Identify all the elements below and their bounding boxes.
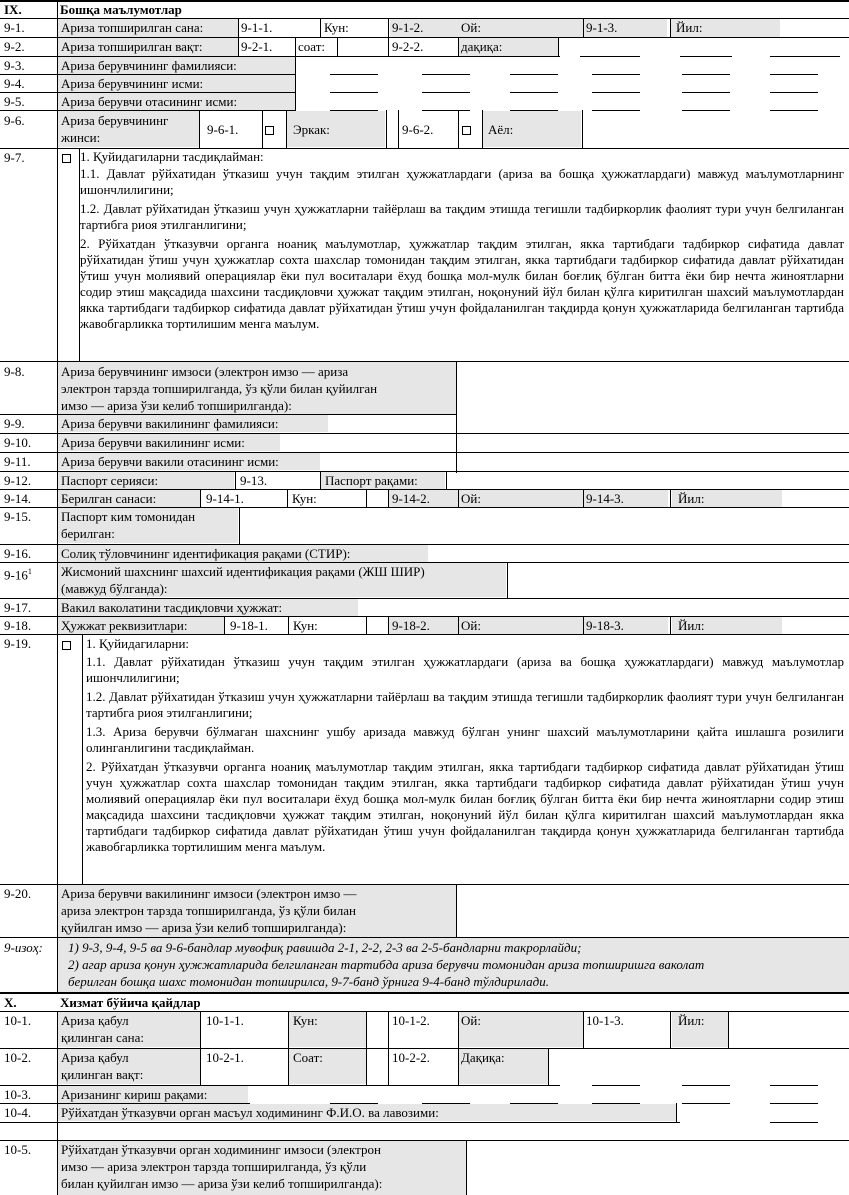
surname-label: Ариза берувчининг фамилияси:	[61, 58, 237, 73]
note-line3: берилган бошқа шахс томонидан топширилса, 9-7-банд ўрнига 9-4-банд тўлдирилади.	[68, 974, 549, 989]
divider	[770, 92, 818, 93]
row-num-9-8: 9-8.	[4, 364, 25, 379]
year-label: Йил:	[678, 491, 705, 506]
rep-signature-line3: қуйилган имзо — ариза ўзи келиб топширилганда):	[61, 920, 347, 935]
number-column-rule	[57, 1011, 58, 1195]
divider	[82, 634, 83, 884]
confirm2-clause-1-2: 1.2. Давлат рўйхатидан ўтказиш учун ҳужжатларни тайёрлаш ва тақдим этишда тегишли тадбиркорлик фаолият тури учун белгиланган тартибга риоя этилганлигини;	[86, 689, 844, 720]
superscript: 1	[27, 567, 32, 576]
divider	[238, 37, 239, 56]
row-num-9-16-1	[4, 564, 32, 582]
code-9-6-2: 9-6-2.	[402, 122, 434, 137]
row-num-9-1: 9-1.	[4, 20, 25, 35]
checkbox-icon	[462, 126, 471, 135]
confirm2-clause-1-1: 1.1. Давлат рўйхатидан ўтказиш учун тақдим этилган ҳужжатлардаги (ариза ва бошқа ҳужжатлардаги) мавжуд маълумотлар ишончлилигини;	[86, 654, 844, 685]
divider	[482, 110, 483, 148]
code-9-1-2: 9-1-2.	[392, 20, 424, 35]
month-label: Ой:	[461, 491, 481, 506]
divider	[682, 110, 730, 111]
divider	[456, 884, 457, 937]
divider	[458, 1011, 459, 1048]
divider	[366, 1048, 367, 1085]
divider	[770, 110, 818, 111]
divider	[682, 1103, 730, 1104]
code-9-18-1: 9-18-1.	[230, 618, 268, 633]
divider	[0, 1122, 680, 1123]
code-10-2-2: 10-2-2.	[392, 1050, 430, 1065]
confirm-checkbox-2[interactable]	[62, 637, 77, 652]
checkbox-icon	[265, 126, 274, 135]
confirm-checkbox[interactable]	[62, 150, 77, 165]
row-num-9-19: 9-19.	[4, 636, 32, 651]
divider	[510, 74, 558, 75]
divider	[320, 18, 321, 37]
divider	[295, 37, 296, 56]
divider	[548, 1048, 549, 1085]
divider	[466, 1140, 467, 1195]
divider	[235, 471, 236, 489]
row-num-9-10: 9-10.	[4, 435, 32, 450]
divider	[286, 110, 287, 148]
officer-signature-line2: имзо — ариза электрон тарзда топширилганда, ўз қўли	[61, 1159, 367, 1174]
divider	[388, 18, 389, 37]
code-10-1-1: 10-1-1.	[206, 1013, 244, 1028]
gender-label-line2: жинси:	[61, 130, 101, 145]
divider	[366, 616, 367, 634]
code-9-13: 9-13.	[240, 473, 268, 488]
divider	[682, 92, 730, 93]
pinfl-line2: (мавжуд бўлганда):	[61, 581, 168, 596]
received-time-line1: Ариза қабул	[61, 1050, 129, 1065]
row-num-9-6: 9-6.	[4, 113, 25, 128]
divider	[422, 110, 470, 111]
divider	[366, 1011, 367, 1048]
row-num-9-16: 9-16.	[4, 546, 32, 561]
divider	[682, 1085, 730, 1086]
rep-name-label: Ариза берувчи вакилининг исми:	[61, 435, 245, 450]
divider	[446, 471, 447, 489]
applicant-signature-line2: электрон тарзда топширилганда, ўз қўли билан қуйилган	[61, 381, 378, 396]
day-label: Кун:	[293, 618, 318, 633]
divider	[330, 92, 378, 93]
divider	[670, 616, 671, 634]
received-date-line2: қилинган сана:	[61, 1030, 145, 1045]
row-num-10-5: 10-5.	[4, 1142, 32, 1157]
row-num-text: 9-16	[4, 567, 28, 583]
note-line1: 1) 9-3, 9-4, 9-5 ва 9-6-бандлар мувофиқ равишда 2-1, 2-2, 2-3 ва 2-5-бандларни такрорлайди;	[68, 940, 582, 955]
code-9-18-2: 9-18-2.	[392, 618, 430, 633]
divider	[386, 110, 387, 148]
divider	[583, 489, 584, 507]
passport-number-label: Паспорт рақами:	[325, 473, 418, 488]
row-num-9-2: 9-2.	[4, 39, 25, 54]
divider	[239, 507, 240, 544]
rep-signature-line2: ариза электрон тарзда топширилганда, ўз қўли билан	[61, 903, 356, 918]
divider	[456, 361, 457, 473]
divider	[458, 110, 459, 148]
row-num-9-14: 9-14.	[4, 491, 32, 506]
male-checkbox[interactable]	[265, 122, 280, 137]
row-num-9-7: 9-7.	[4, 150, 25, 165]
issue-date-label: Берилган санаси:	[61, 491, 157, 506]
divider	[670, 489, 671, 507]
confirm2-clause-1-3: 1.3. Ариза берувчи бўлмаган шахснинг ушбу аризада мавжуд бўлган унинг шахсий маълумотларини қайта ишлашга розилиги олинганлигини тасдиқлайман.	[86, 724, 844, 755]
code-9-14-2: 9-14-2.	[392, 491, 430, 506]
divider	[287, 489, 288, 507]
passport-series-label: Паспорт серияси:	[61, 473, 159, 488]
divider	[388, 1011, 389, 1048]
row-num-9-5: 9-5.	[4, 94, 25, 109]
doc-requisites-label: Ҳужжат реквизитлари:	[61, 618, 188, 633]
confirm-heading: 1. Қуйидагиларни тасдиқлайман:	[80, 149, 264, 164]
code-9-2-2: 9-2-2.	[392, 39, 424, 54]
divider	[79, 148, 80, 361]
confirm-clause-1-1: 1.1. Давлат рўйхатидан ўтказиш учун тақдим этилган ҳужжатлардаги (ариза ва бошқа ҳужжатлардаги) мавжуд маълумотларнинг ишончлилигини;	[80, 166, 844, 197]
incoming-number-label: Аризанинг кириш рақами:	[61, 1087, 208, 1102]
applicant-signature-line1: Ариза берувчининг имзоси (электрон имзо — ариза	[61, 364, 349, 379]
row-num-9-11: 9-11.	[4, 454, 31, 469]
divider	[580, 56, 640, 57]
code-9-6-1: 9-6-1.	[207, 122, 239, 137]
female-label: Аёл:	[488, 122, 514, 137]
code-9-1-3: 9-1-3.	[586, 20, 618, 35]
divider	[388, 1048, 389, 1085]
row-num-9-20: 9-20.	[4, 886, 32, 901]
divider	[398, 110, 399, 148]
divider	[422, 74, 470, 75]
divider	[320, 471, 321, 489]
divider	[510, 92, 558, 93]
divider	[388, 37, 389, 56]
divider	[670, 18, 671, 37]
tin-label: Солиқ тўловчининг идентификация рақами (СТИР):	[61, 546, 351, 561]
row-num-9-17: 9-17.	[4, 600, 32, 615]
divider	[770, 1085, 818, 1086]
divider	[583, 18, 584, 37]
divider	[728, 1011, 729, 1048]
minute-label: дақиқа:	[461, 39, 503, 54]
submit-time-label: Ариза топширилган вақт:	[61, 39, 203, 54]
divider	[288, 1011, 289, 1048]
received-date-line1: Ариза қабул	[61, 1013, 129, 1028]
confirm2-clause-2: 2. Рўйхатдан ўтказувчи органга ноаниқ маълумотлар тақдим этилган, якка тартибдаги тадбиркор сифатида давлат рўйхатидан ўтиш учун ҳужжатлар сохта шахслар томонидан тақдим этилган, якка тартибдаги тадбиркор сифатида давлат рўйхатидан ўтиш учун молиявий операциялар ёки пул воситалари ёхуд бошқа мол-мулк билан боғлиқ бўлган битта ёки бир нечта жиноятларни содир этиш мақсадида шахсини тасдиқловчи ҳужжат тақдим этилган, ноқонуний йўл билан қўлга киритилган шахсий маълумотлардан якка тартибдаги тадбиркор сифатида давлат рўйхатидан ўтиш учун фойдаланилган тақдирда қонун ҳужжатларида белгиланган тартибда жавобгарликка тортилишим менга маълум.	[86, 759, 844, 854]
divider	[770, 74, 818, 75]
divider	[592, 110, 640, 111]
checkbox-icon	[62, 641, 71, 650]
row-num-9-4: 9-4.	[4, 76, 25, 91]
year-label: Йил:	[678, 618, 705, 633]
row-num-10-4: 10-4.	[4, 1105, 32, 1120]
code-9-14-1: 9-14-1.	[206, 491, 244, 506]
code-10-2-1: 10-2-1.	[206, 1050, 244, 1065]
divider	[592, 1085, 640, 1086]
day-label: Кун:	[293, 1013, 318, 1028]
section-10-title: Хизмат бўйича қайдлар	[60, 995, 201, 1010]
officer-signature-line3: билан қуйилган имзо — ариза ўзи келиб топширилганда):	[61, 1176, 383, 1191]
divider	[200, 489, 201, 507]
divider	[288, 1048, 289, 1085]
row-num-10-1: 10-1.	[4, 1013, 32, 1028]
code-9-18-3: 9-18-3.	[586, 618, 624, 633]
divider	[366, 489, 367, 507]
divider	[295, 56, 296, 111]
divider	[770, 1103, 818, 1104]
code-9-2-1: 9-2-1.	[241, 39, 273, 54]
divider	[592, 92, 640, 93]
row-num-9-12: 9-12.	[4, 473, 32, 488]
divider	[200, 1048, 201, 1085]
divider	[238, 18, 239, 37]
number-column-rule	[57, 18, 58, 992]
month-label: Ой:	[461, 618, 481, 633]
row-num-10-3: 10-3.	[4, 1087, 32, 1102]
month-label: Ой:	[461, 1013, 481, 1028]
issued-by-line1: Паспорт ким томонидан	[61, 509, 196, 524]
divider	[582, 110, 583, 148]
name-label: Ариза берувчининг исми:	[61, 76, 204, 91]
confirm-clause-2: 2. Рўйхатдан ўтказувчи органга ноаниқ маълумотлар, ҳужжатлар тақдим этилган, якка тартибдаги тадбиркор сифатида давлат рўйхатидан ўтиш учун ҳужжатлар сохта шахслар томонидан тақдим этилган, якка тартибдаги тадбиркор сифатида давлат рўйхатидан ўтиш учун молиявий операциялар ёки пул воситалари ёхуд бошқа мол-мулк билан боғлиқ бўлган битта ёки бир нечта жиноятларни содир этиш мақсадида шахсини тасдиқловчи ҳужжат тақдим этилган, ноқонуний йўл билан қўлга киритилган шахсий маълумотлардан якка тартибдаги тадбиркор сифатида давлат рўйхатидан ўтиш учун фойдаланилган тақдирда қонун ҳужжатларида белгиланган тартибда жавобгарликка тортилишим менга маълум.	[80, 236, 844, 331]
confirm2-heading: 1. Қуйидагиларни:	[86, 636, 190, 651]
submit-date-label: Ариза топширилган сана:	[61, 20, 204, 35]
day-label: Кун:	[292, 491, 317, 506]
received-time-line2: қилинган вақт:	[61, 1067, 144, 1082]
male-label: Эркак:	[293, 122, 330, 137]
confirm-clause-1-2: 1.2. Давлат рўйхатидан ўтказиш учун ҳужжатларни тайёрлаш ва тақдим этишда тегишли тадбиркорлик фаолият тури учун белгиланган тартибга риоя этилганлигини;	[80, 201, 844, 232]
divider	[770, 1122, 818, 1123]
row-num-9-9: 9-9.	[4, 416, 25, 431]
pinfl-line1: Жисмоний шахснинг шахсий идентификация рақами (ЖШ ШИР)	[61, 564, 425, 579]
checkbox-icon	[62, 154, 71, 163]
divider	[676, 1103, 677, 1122]
divider	[458, 489, 459, 507]
divider	[583, 616, 584, 634]
divider	[388, 489, 389, 507]
divider	[337, 37, 338, 56]
divider	[57, 0, 58, 18]
female-checkbox[interactable]	[462, 122, 477, 137]
divider	[458, 616, 459, 634]
year-label: Йил:	[678, 1013, 705, 1028]
divider	[262, 110, 263, 148]
authority-doc-label: Вакил ваколатини тасдиқловчи ҳужжат:	[61, 600, 283, 615]
note-label: 9-изоҳ:	[4, 940, 43, 955]
row-num-9-3: 9-3.	[4, 58, 25, 73]
patronymic-label: Ариза берувчи отасининг исми:	[61, 94, 238, 109]
section-9-number: IX.	[4, 2, 22, 17]
issued-by-line2: берилган:	[61, 526, 115, 541]
year-label: Йил:	[676, 20, 703, 35]
rep-signature-line1: Ариза берувчи вакилининг имзоси (электрон имзо —	[61, 886, 357, 901]
divider	[422, 92, 470, 93]
code-9-14-3: 9-14-3.	[586, 491, 624, 506]
applicant-signature-line3: имзо — ариза ўзи келиб топширилганда):	[61, 398, 292, 413]
divider	[458, 37, 459, 56]
divider	[388, 616, 389, 634]
row-num-10-2: 10-2.	[4, 1050, 32, 1065]
divider	[770, 56, 840, 57]
divider	[199, 110, 200, 148]
divider	[670, 1011, 671, 1048]
officer-name-label: Рўйхатдан ўтказувчи орган масъул ходимининг Ф.И.О. ва лавозими:	[61, 1105, 439, 1120]
officer-signature-line1: Рўйхатдан ўтказувчи орган ходимининг имзоси (электрон	[61, 1142, 381, 1157]
divider	[330, 74, 378, 75]
month-label: Ой:	[461, 20, 481, 35]
code-9-1-1: 9-1-1.	[241, 20, 273, 35]
note-line2: 2) агар ариза қонун ҳужжатларида белгиланган тартибда ариза берувчи томонидан ариза топширишга ваколат	[68, 957, 705, 972]
divider	[507, 562, 508, 598]
rep-surname-label: Ариза берувчи вакилининг фамилияси:	[61, 416, 279, 431]
hour-label: соат:	[298, 39, 325, 54]
divider	[224, 616, 225, 634]
gender-label-line1: Ариза берувчининг	[61, 113, 169, 128]
divider	[583, 1011, 584, 1048]
minute-label: Дақиқа:	[461, 1050, 505, 1065]
divider	[558, 37, 559, 56]
rep-patronymic-label: Ариза берувчи вакили отасининг исми:	[61, 454, 279, 469]
divider	[200, 1011, 201, 1048]
divider	[458, 1048, 459, 1085]
code-10-1-2: 10-1-2.	[392, 1013, 430, 1028]
hour-label: Соат:	[293, 1050, 323, 1065]
divider	[288, 616, 289, 634]
divider	[0, 634, 849, 635]
day-label: Кун:	[324, 20, 349, 35]
section-10-number: X.	[4, 995, 17, 1010]
row-num-9-18: 9-18.	[4, 618, 32, 633]
divider	[592, 74, 640, 75]
section-9-title: Бошқа маълумотлар	[60, 2, 182, 17]
divider	[0, 992, 849, 994]
code-10-1-3: 10-1-3.	[586, 1013, 624, 1028]
divider	[682, 74, 730, 75]
divider	[680, 56, 732, 57]
row-num-9-15: 9-15.	[4, 509, 32, 524]
